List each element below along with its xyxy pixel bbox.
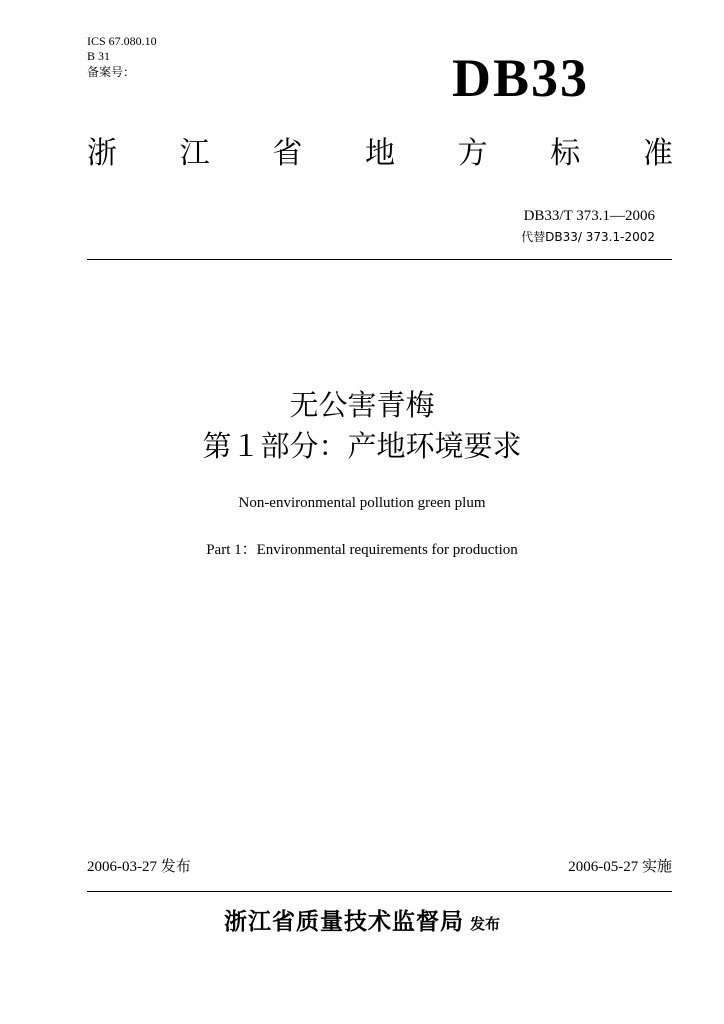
publisher-name: 浙江省质量技术监督局 (223, 909, 464, 935)
db-code-logo: DB33 (452, 48, 590, 108)
classification-code: B 31 (87, 49, 111, 63)
filing-number-label: 备案号： (87, 65, 136, 79)
replaces-standard: 代替DB33/ 373.1-2002 (521, 230, 655, 244)
standard-type-char: 江 (179, 136, 210, 171)
title-chinese-main: 无公害青梅 (289, 388, 435, 422)
title-english-part: Part 1：Environmental requirements for production (206, 542, 518, 558)
publisher-line (0, 906, 724, 940)
standard-type-char: 浙 (87, 136, 117, 171)
standard-type-char: 地 (364, 136, 395, 171)
issue-date: 2006-03-27 发布 (87, 859, 191, 875)
bottom-divider (87, 891, 672, 892)
standard-type-char: 省 (272, 136, 303, 171)
top-divider (87, 259, 672, 260)
publisher-suffix: 发布 (469, 915, 500, 933)
standard-type-char: 标 (550, 136, 581, 171)
title-chinese-part: 第１部分：产地环境要求 (202, 429, 522, 463)
standard-type-heading (87, 136, 673, 172)
implementation-date: 2006-05-27 实施 (568, 859, 672, 875)
standard-type-char: 方 (457, 136, 488, 171)
title-english-main: Non-environmental pollution green plum (238, 495, 486, 511)
ics-code: ICS 67.080.10 (87, 34, 157, 48)
standard-type-char: 准 (642, 136, 673, 171)
standard-number: DB33/T 373.1—2006 (523, 208, 655, 224)
